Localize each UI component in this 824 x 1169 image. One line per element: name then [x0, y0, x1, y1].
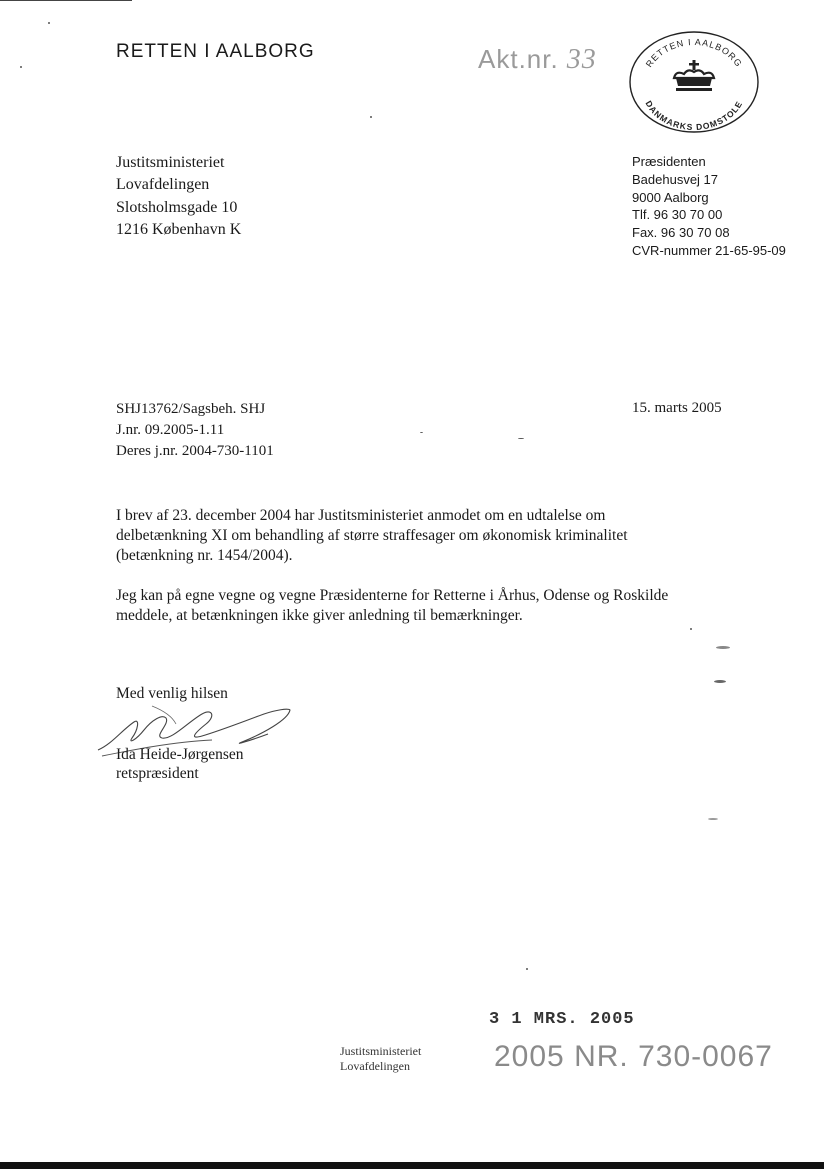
svg-text:DANMARKS DOMSTOLE: [643, 99, 744, 132]
received-department-line: Lovafdelingen: [340, 1059, 410, 1073]
top-rule: [0, 0, 132, 1]
sender-line: 9000 Aalborg: [632, 189, 709, 205]
court-name: RETTEN I AALBORG: [116, 41, 315, 62]
received-number-stamp: 2005 NR. 730-0067: [494, 1040, 773, 1073]
reference-line: J.nr. 09.2005-1.11: [116, 422, 225, 438]
sender-line: Badehusvej 17: [632, 171, 719, 187]
faint-stamp: [410, 187, 414, 221]
sender-line: Præsidenten: [632, 154, 706, 169]
reference-line: Deres j.nr. 2004-730-1101: [116, 443, 274, 459]
closing-greeting: Med venlig hilsen: [116, 685, 228, 702]
recipient-line: 1216 København K: [116, 220, 242, 238]
received-date-stamp: 3 1 MRS. 2005: [489, 1010, 635, 1029]
scan-speck: [716, 646, 730, 649]
sender-line: CVR-nummer 21-65-95-09: [632, 242, 786, 258]
sender-address: [632, 153, 786, 260]
scan-speck: [20, 66, 22, 68]
letter-date: 15. marts 2005: [632, 400, 722, 416]
reference-line: SHJ13762/Sagsbeh. SHJ: [116, 401, 266, 417]
scan-speck: [526, 968, 528, 970]
seal-top-text: RETTEN I AALBORG: [643, 36, 745, 70]
crown-icon: [674, 60, 714, 91]
scan-speck: [518, 438, 524, 439]
reference-block: [116, 399, 274, 462]
signer-name: Ida Heide-Jørgensen: [116, 746, 244, 763]
sender-line: Fax. 96 30 70 08: [632, 225, 730, 241]
recipient-line: Slotsholmsgade 10: [116, 198, 238, 216]
scan-speck: [370, 116, 372, 118]
body-paragraph-2: Jeg kan på egne vegne og vegne Præsidenterne for Retterne i Århus, Odense og Roskilde meddele, at betænkningen ikke giver anledning til bemærkninger.: [116, 587, 669, 624]
recipient-line: Justitsministeriet: [116, 154, 225, 171]
seal-bottom-text: DANMARKS DOMSTOLE: [643, 98, 745, 133]
akt-stamp: [478, 44, 597, 76]
scan-speck: [714, 680, 726, 683]
scan-speck: [48, 22, 50, 24]
recipient-address: [116, 152, 241, 241]
received-department: [340, 1044, 421, 1074]
signer-title: retspræsident: [116, 765, 199, 782]
akt-stamp-number: 33: [566, 44, 597, 75]
received-department-line: Justitsministeriet: [340, 1044, 422, 1058]
akt-stamp-prefix: Akt.nr.: [478, 44, 559, 74]
scan-speck: [690, 628, 692, 630]
scan-speck: [708, 818, 718, 820]
sender-line: Tlf. 96 30 70 00: [632, 207, 723, 223]
scan-speck: [420, 432, 423, 433]
body-paragraph-1: I brev af 23. december 2004 har Justitsministeriet anmodet om en udtalelse om delbetænkning XI om behandling af større straffesager om økonomisk kriminalitet (betænkning nr. 1454/2004).: [116, 507, 628, 564]
scan-bottom-edge: [0, 1162, 824, 1169]
signer-block: [116, 745, 244, 783]
court-seal: [628, 30, 760, 134]
recipient-line: Lovafdelingen: [116, 176, 210, 194]
